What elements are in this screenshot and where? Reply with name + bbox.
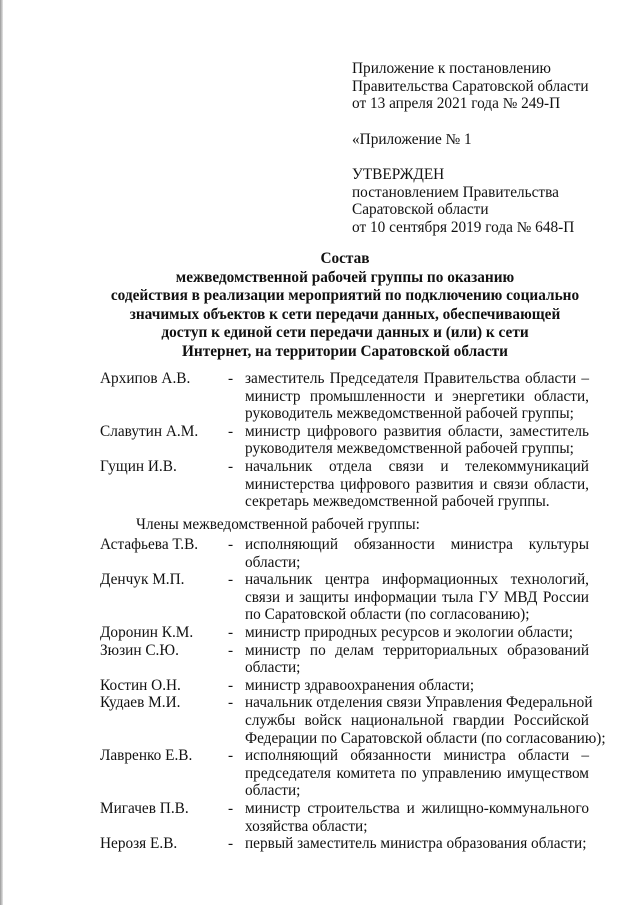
person-row: [100, 423, 600, 458]
person-position: [245, 747, 589, 800]
appendix-header: [352, 60, 632, 236]
approved-line-2: Саратовской области: [352, 201, 489, 218]
title-line: содействия в реализации мероприятий по подключению социально: [110, 287, 580, 304]
members-heading: Члены межведомственной рабочей группы:: [136, 516, 420, 533]
position-line: министр природных ресурсов и экологии области;: [245, 623, 573, 641]
separator-dash: -: [228, 641, 234, 659]
person-position: [245, 642, 589, 677]
person-name: Астафьева Т.В.: [100, 536, 199, 553]
person-name: Мигачев П.В.: [100, 799, 189, 817]
person-name: Денчук М.П.: [100, 571, 185, 589]
position-line: заместитель Председателя Правительства области –: [245, 370, 589, 387]
position-line: министерства цифрового развития и связи области,: [245, 475, 589, 493]
position-line: области;: [245, 659, 301, 677]
person-position: [245, 624, 589, 642]
person-row: [100, 571, 600, 624]
separator-dash: -: [228, 694, 234, 712]
person-position: [245, 571, 589, 624]
position-line: руководителя межведомственной рабочей группы;: [245, 440, 574, 458]
leadership-list: [100, 370, 600, 511]
position-line: по Саратовской области (по согласованию);: [245, 606, 530, 624]
separator-dash: -: [228, 747, 234, 765]
person-row: [100, 800, 600, 835]
person-name: Гущин И.В.: [100, 457, 177, 475]
person-name: Кудаев М.И.: [100, 694, 181, 712]
person-position: [245, 536, 589, 571]
members-list: [100, 536, 606, 853]
position-line: исполняющий обязанности министра культуры: [245, 536, 589, 553]
separator-dash: -: [228, 799, 234, 817]
approved-line-1: постановлением Правительства: [352, 183, 559, 201]
position-line: министр строительства и жилищно-коммунального: [245, 799, 589, 817]
title-line: доступ к единой сети передачи данных и (или) к сети: [161, 324, 529, 341]
approved-line-3: от 10 сентября 2019 года № 648-П: [352, 218, 575, 236]
title-line: межведомственной рабочей группы по оказанию: [175, 268, 515, 286]
person-name: Костин О.Н.: [100, 676, 181, 694]
document-title: [90, 250, 600, 361]
person-name: Архипов А.В.: [100, 370, 191, 387]
person-position: [245, 370, 589, 423]
separator-dash: -: [228, 623, 234, 641]
position-line: первый заместитель министра образования области;: [245, 835, 587, 853]
position-line: области;: [245, 782, 301, 800]
approved-stamp: УТВЕРЖДЕН: [352, 166, 445, 183]
position-line: министр промышленности и энергетики области,: [245, 387, 589, 405]
separator-dash: -: [228, 536, 234, 553]
person-row: [100, 624, 600, 642]
position-line: начальник отдела связи и телекоммуникаций: [245, 457, 589, 475]
position-line: начальник отделения связи Управления Федеральной: [245, 694, 593, 712]
person-position: [245, 835, 589, 853]
person-row: [100, 835, 600, 853]
person-name: Славутин А.М.: [100, 422, 199, 440]
separator-dash: -: [228, 835, 234, 853]
person-name: Зюзин С.Ю.: [100, 641, 179, 659]
person-row: [100, 677, 600, 695]
position-line: руководитель межведомственной рабочей группы;: [245, 405, 574, 423]
person-position: [245, 423, 589, 458]
position-line: области;: [245, 553, 301, 571]
appendix-line-3: от 13 апреля 2021 года № 249-П: [352, 95, 561, 112]
appendix-number: «Приложение № 1: [352, 130, 472, 148]
person-name: Нерозя Е.В.: [100, 835, 178, 853]
position-line: секретарь межведомственной рабочей группы.: [245, 493, 550, 511]
title-line: Интернет, на территории Саратовской области: [182, 342, 508, 360]
position-line: связи и защиты информации тыла ГУ МВД России: [245, 588, 589, 606]
person-row: [100, 642, 600, 677]
position-line: председателя комитета по управлению имуществом: [245, 764, 589, 782]
position-line: Федерации по Саратовской области (по согласованию);: [245, 729, 606, 747]
title-line: Состав: [320, 250, 370, 267]
person-row: [100, 370, 600, 423]
person-row: [100, 458, 600, 511]
position-line: министр здравоохранения области;: [245, 676, 475, 694]
appendix-line-2: Правительства Саратовской области: [352, 77, 589, 95]
separator-dash: -: [228, 676, 234, 694]
position-line: исполняющий обязанности министра области –: [245, 747, 589, 765]
separator-dash: -: [228, 457, 234, 475]
person-name: Доронин К.М.: [100, 623, 194, 641]
person-name: Лавренко Е.В.: [100, 747, 193, 765]
person-position: [245, 800, 589, 835]
position-line: министр по делам территориальных образований: [245, 641, 589, 659]
position-line: хозяйства области;: [245, 817, 368, 835]
separator-dash: -: [228, 422, 234, 440]
person-position: [245, 694, 606, 747]
separator-dash: -: [228, 370, 234, 387]
title-line: значимых объектов к сети передачи данных, обеспечивающей: [129, 305, 561, 323]
position-line: службы войск национальной гвардии Российской: [245, 711, 589, 729]
person-row: [100, 694, 606, 747]
person-position: [245, 677, 589, 695]
position-line: министр цифрового развития области, заместитель: [245, 422, 589, 440]
person-row: [100, 747, 600, 800]
person-position: [245, 458, 589, 511]
separator-dash: -: [228, 571, 234, 589]
position-line: начальник центра информационных технологий,: [245, 571, 589, 589]
person-row: [100, 536, 600, 571]
appendix-line-1: Приложение к постановлению: [352, 60, 551, 77]
